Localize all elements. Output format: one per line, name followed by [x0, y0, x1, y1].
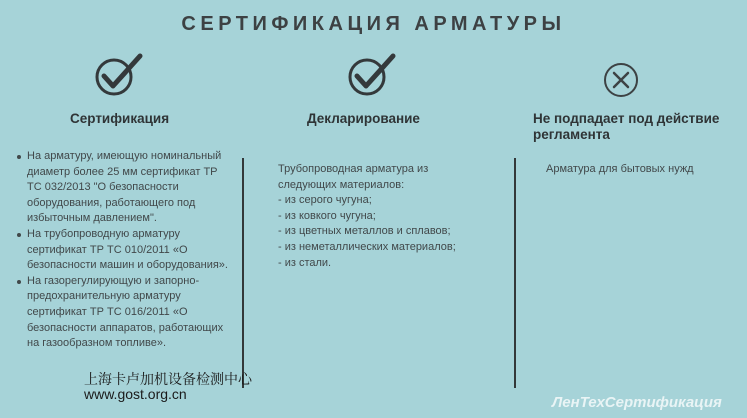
list-item: следующих материалов:: [278, 178, 405, 191]
list-item: Арматура для бытовых нужд: [546, 163, 694, 175]
certification-list: [17, 149, 232, 352]
watermark-url: www.gost.org.cn: [84, 386, 187, 402]
page-title: СЕРТИФИКАЦИЯ АРМАТУРЫ: [181, 13, 566, 35]
column-heading-not-regulated: Не подпадает под действие регламента: [533, 111, 720, 142]
watermark-brand: ЛенТехСертификация: [552, 394, 722, 411]
check-circle-icon: [92, 52, 148, 98]
column-divider: [242, 158, 244, 388]
list-item: - из неметаллических материалов;: [278, 240, 456, 253]
list-item: - из цветных металлов и сплавов;: [278, 225, 451, 238]
watermark-chinese: 上海卡卢加机设备检测中心: [84, 372, 252, 388]
list-item: - из ковкого чугуна;: [278, 209, 376, 222]
column-divider: [514, 158, 516, 388]
column-heading-certification: Сертификация: [70, 111, 170, 126]
list-item: На арматуру, имеющую номинальный диаметр более 25 мм сертификат ТР ТС 032/2013 "О безопасности оборудования, работающего под избыточным давлением".: [17, 149, 232, 227]
check-circle-icon: [345, 52, 401, 98]
list-item: - из серого чугуна;: [278, 194, 372, 207]
column-heading-declaration: Декларирование: [307, 111, 420, 126]
x-circle-icon: [601, 60, 641, 100]
list-item: - из стали.: [278, 256, 332, 269]
list-item: На газорегулирующую и запорно-предохранительную арматуру сертификат ТР ТС 016/2011 «О безопасности аппаратов, работающих на газообразном топливе».: [17, 274, 232, 352]
not-regulated-text: [546, 162, 736, 178]
list-item: На трубопроводную арматуру сертификат ТР ТС 010/2011 «О безопасности машин и оборудования».: [17, 227, 232, 274]
declaration-text: [278, 162, 498, 271]
list-item: Трубопроводная арматура из: [278, 163, 429, 175]
